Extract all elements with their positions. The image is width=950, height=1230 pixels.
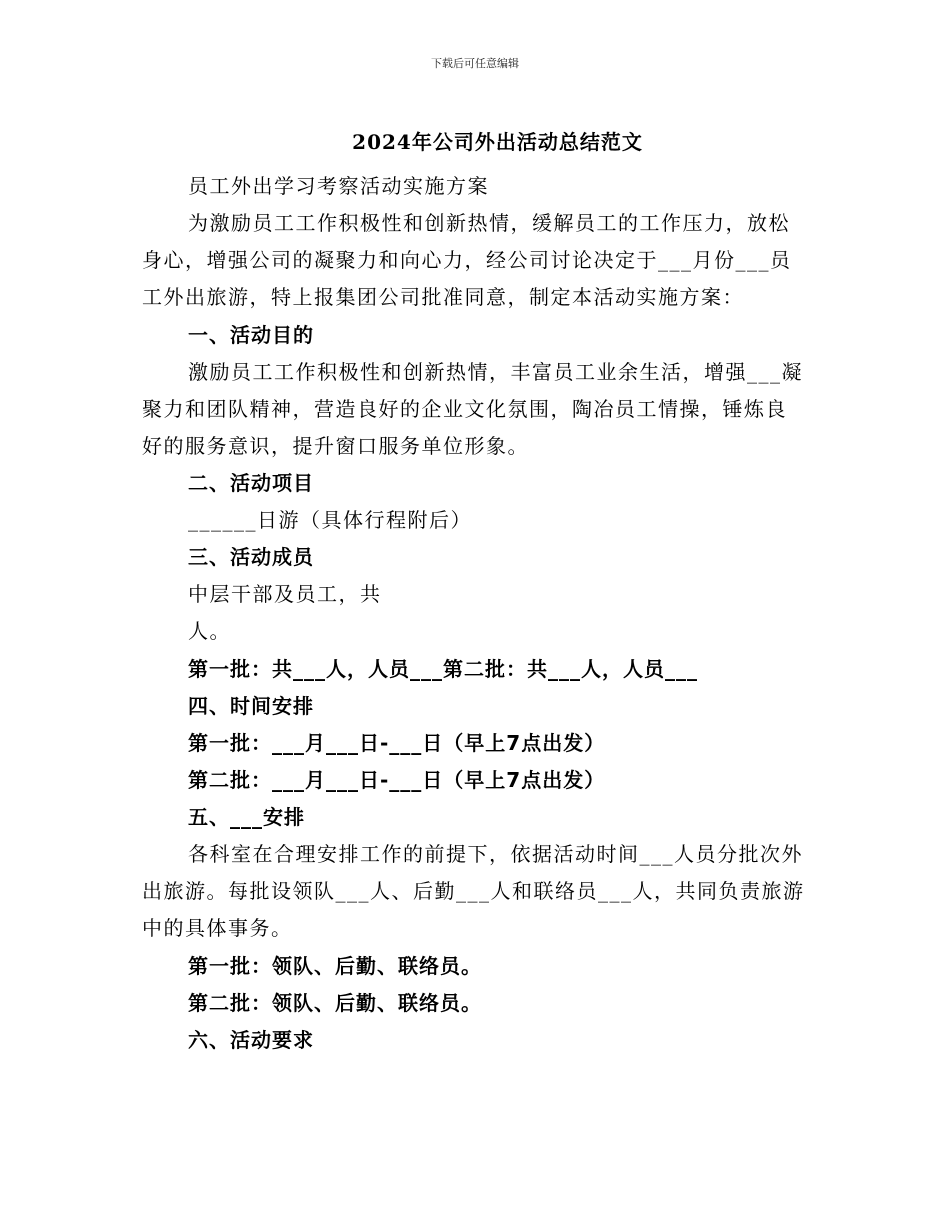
paragraph-line: 好的服务意识，提升窗口服务单位形象。 — [142, 434, 529, 458]
schedule-line: 第一批：___月___日-___日（早上7点出发） — [188, 731, 606, 755]
section-heading: 五、___安排 — [188, 805, 305, 829]
paragraph-line: 中层干部及员工，共 — [188, 582, 382, 606]
paragraph-line: 工外出旅游，特上报集团公司批准同意，制定本活动实施方案： — [142, 285, 744, 309]
paragraph-line: 激励员工工作积极性和创新热情，丰富员工业余生活，增强___凝 — [188, 360, 803, 384]
paragraph-line: 员工外出学习考察活动实施方案 — [188, 174, 489, 198]
batch-line: 第二批：领队、后勤、联络员。 — [188, 991, 482, 1015]
paragraph-line: 各科室在合理安排工作的前提下，依据活动时间___人员分批次外 — [188, 842, 803, 866]
paragraph-line: 为激励员工工作积极性和创新热情，缓解员工的工作压力，放松 — [188, 211, 790, 235]
paragraph-line: ______日游（具体行程附后） — [188, 508, 472, 532]
section-heading: 二、活动项目 — [188, 471, 314, 495]
batch-line: 第一批：领队、后勤、联络员。 — [188, 954, 482, 978]
paragraph-line: 身心，增强公司的凝聚力和向心力，经公司讨论决定于___月份___员 — [142, 248, 792, 272]
header-note: 下载后可任意编辑 — [431, 57, 519, 70]
batch-line: 第一批：共___人，人员___第二批：共___人，人员___ — [188, 657, 698, 681]
paragraph-line: 聚力和团队精神，营造良好的企业文化氛围，陶冶员工情操，锤炼良 — [142, 397, 787, 421]
paragraph-line: 出旅游。每批设领队___人、后勤___人和联络员___人，共同负责旅游 — [142, 879, 805, 903]
section-heading: 三、活动成员 — [188, 545, 314, 569]
schedule-line: 第二批：___月___日-___日（早上7点出发） — [188, 768, 606, 792]
section-heading: 四、时间安排 — [188, 694, 314, 718]
paragraph-line: 人。 — [188, 619, 231, 643]
paragraph-line: 中的具体事务。 — [142, 916, 293, 940]
document-title: 2024年公司外出活动总结范文 — [352, 130, 643, 154]
section-heading: 六、活动要求 — [188, 1028, 314, 1052]
section-heading: 一、活动目的 — [188, 323, 314, 347]
